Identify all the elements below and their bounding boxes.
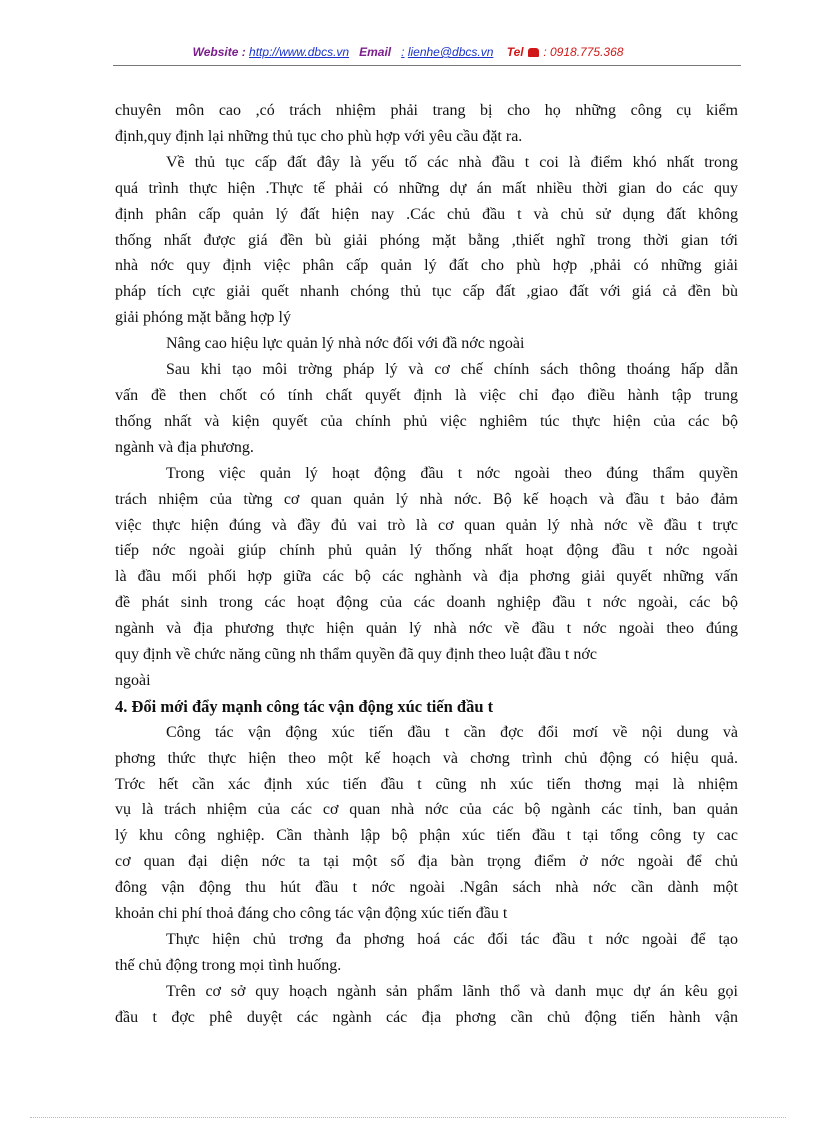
text-line: Nâng cao hiệu lực quản lý nhà nớc đối với đầ nớc ngoài xyxy=(166,335,525,353)
text-line: pháp tích cực giải quết nhanh chóng thủ tục cấp đất ,giao đất với giá cả đền bù xyxy=(115,283,738,301)
text-line: thống nhất và kiện quyết của chính phủ việc nghiêm túc thực hiện của các bộ xyxy=(115,412,738,430)
text-line: đông vận động thu hút đầu t nớc ngoài .Ngân sách nhà nớc cần dành một xyxy=(115,879,738,897)
text-line: Trớc hết cần xác định xúc tiến đầu t cũng nh xúc tiến thơng mại là nhiệm xyxy=(115,775,738,793)
paragraph xyxy=(115,357,738,461)
document-body xyxy=(115,98,738,1031)
text-line: trách nhiệm của từng cơ quan quản lý nhà nớc. Bộ kế hoạch và đầu t bảo đảm xyxy=(115,490,738,508)
website-label: Website : xyxy=(192,45,246,59)
text-line: định,quy định lại những thủ tục cho phù hợp với yêu cầu đặt ra. xyxy=(115,127,523,145)
header-divider xyxy=(113,65,741,66)
text-line: tiếp nớc ngoài giúp chính phủ quản lý thống nhất hoạt động đầu t nớc ngoài xyxy=(115,542,738,560)
text-line: lý khu công nghiệp. Cần thành lập bộ phận xúc tiến đầu t tại tổng công ty cac xyxy=(115,827,738,845)
text-line: đầu t đợc phê duyệt các ngành các địa phơng cần chủ động tiến hành vận xyxy=(115,1008,738,1026)
text-line: cơ quan đại diện nớc ta tại một số địa bàn trọng điểm ở nớc ngoài để chủ xyxy=(115,853,738,871)
paragraph xyxy=(115,927,738,979)
text-line: thống nhất được giá đền bù giải phóng mặt bằng ,thiết nghĩ trong thời gian tới xyxy=(115,231,738,249)
paragraph xyxy=(115,461,738,694)
text-line: ngoài xyxy=(115,671,151,689)
paragraph xyxy=(115,331,738,357)
email-separator: : xyxy=(401,45,405,59)
text-line: nhà nớc quy định việc phân cấp quản lý đất cho phù hợp ,phải có những giải xyxy=(115,257,738,275)
section-heading: 4. Đổi mới đẩy mạnh công tác vận động xúc tiến đầu t xyxy=(115,696,494,716)
email-label: Email xyxy=(359,45,392,59)
text-line: vụ là trách nhiệm của các cơ quan nhà nớc của các bộ ngành các tỉnh, ban quản xyxy=(115,801,738,819)
paragraph xyxy=(115,98,738,150)
paragraph xyxy=(115,720,738,927)
text-line: định phân cấp quản lý đất hiện nay .Các chủ đầu t và chủ sử dụng đất không xyxy=(115,205,738,223)
text-line: Trên cơ sở quy hoạch ngành sản phẩm lãnh thổ và danh mục dự án kêu gọi xyxy=(166,982,738,1000)
paragraph xyxy=(115,979,738,1031)
phone-icon xyxy=(528,48,539,57)
text-line: quá trình thực hiện .Thực tế phải có những dự án mất nhiều thời gian do các quy xyxy=(115,179,738,197)
text-line: ngành và địa phương. xyxy=(115,438,254,456)
text-line: vấn đề then chốt có tính chất quyết định là việc chỉ đạo điều hành tập trung xyxy=(115,386,738,404)
text-line: Về thủ tục cấp đất đây là yếu tố các nhà đầu t coi là điểm khó nhất trong xyxy=(166,153,738,171)
text-line: ngành và địa phương thực hiện quản lý nhà nớc về đầu t nớc ngoài theo đúng xyxy=(115,620,738,638)
text-line: Trong việc quản lý hoạt động đầu t nớc ngoài theo đúng thẩm quyền xyxy=(166,464,738,482)
website-link[interactable]: http://www.dbcs.vn xyxy=(249,45,350,59)
email-link[interactable]: lienhe@dbcs.vn xyxy=(407,45,494,59)
phone-number: : 0918.775.368 xyxy=(543,45,624,59)
text-line: chuyên môn cao ,có trách nhiệm phải trang bị cho họ những công cụ kiểm xyxy=(115,102,738,119)
text-line: khoản chi phí thoả đáng cho công tác vận động xúc tiến đầu t xyxy=(115,905,508,923)
text-line: Công tác vận động xúc tiến đầu t cần đợc đổi mơí về nội dung và xyxy=(166,723,738,741)
text-line: đề phát sinh trong các hoạt động của các doanh nghiệp đầu t nớc ngoài, các bộ xyxy=(115,594,738,612)
text-line: việc thực hiện đúng và đầy đủ vai trò là cơ quan quản lý nhà nớc về đầu t trực xyxy=(115,516,738,534)
text-line: giải phóng mặt bằng hợp lý xyxy=(115,309,291,327)
text-line: phơng thức thực hiện theo một kế hoạch và chơng trình chủ động có hiệu quả. xyxy=(115,749,738,767)
text-line: là đầu mối phối hợp giữa các bộ các nghành và địa phơng giải quyết những vấn xyxy=(115,568,738,586)
text-line: Sau khi tạo môi trờng pháp lý và cơ chế chính sách thông thoáng hấp dẫn xyxy=(166,361,738,379)
page-header xyxy=(0,45,816,65)
text-line: Thực hiện chủ trơng đa phơng hoá các đối tác đầu t nớc ngoài để tạo xyxy=(166,931,738,948)
paragraph xyxy=(115,150,738,331)
text-line: quy định về chức năng cũng nh thẩm quyền đã quy định theo luật đầu t nớc xyxy=(115,646,597,664)
page-bottom-border xyxy=(30,1117,786,1118)
text-line: thế chủ động trong mọi tình huống. xyxy=(115,956,342,974)
tel-label: Tel xyxy=(506,45,524,59)
